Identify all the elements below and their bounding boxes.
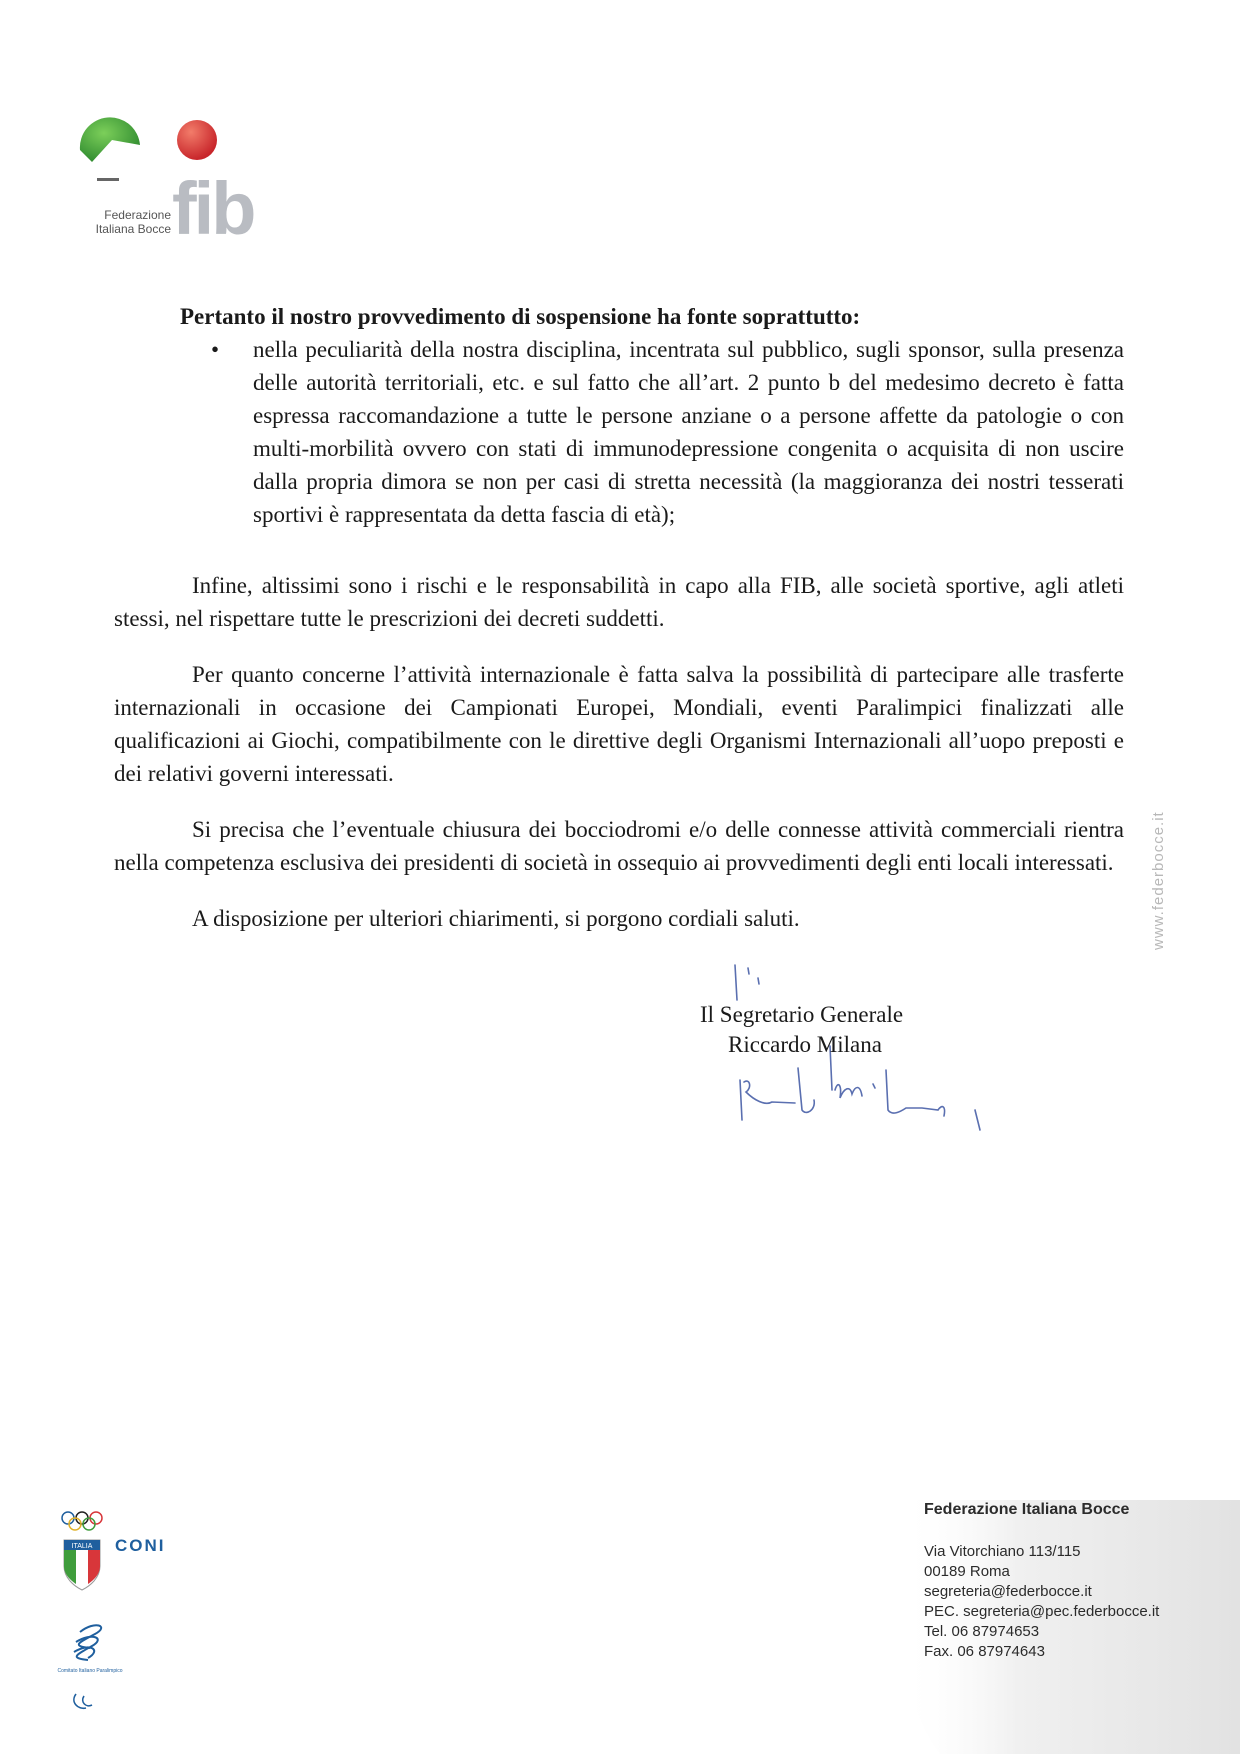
svg-text:ITALIA: ITALIA [71, 1543, 93, 1550]
address-block [924, 1500, 1159, 1662]
bullet-text: nella peculiarità della nostra disciplina, incentrata sul pubblico, sugli sponsor, sulla presenza delle autorità territoriali, etc. e sul fatto che all’art. 2 punto b del medesimo decreto è fatta espressa raccomandazione a tutte le persone anziane o a persone affette da patologie o con multi-morbilità ovvero con stati di immunodepressione congenita o acquisita di non uscire dalla propria dimora se non per casi di stretta necessità (la maggioranza dei nostri tesserati sportivi è rappresentata da detta fascia di età); [253, 337, 1124, 527]
logo-subtitle-line2: Italiana Bocce [95, 222, 171, 236]
bullet-item [211, 333, 1124, 531]
logo-subtitle-line1: Federazione [104, 208, 171, 222]
logo-wordmark: fib [172, 167, 254, 250]
red-ball-icon [177, 120, 217, 160]
address-email[interactable]: segreteria@federbocce.it [924, 1583, 1092, 1600]
side-website-watermark: www.federbocce.it [1150, 811, 1167, 950]
paragraph-closure: Si precisa che l’eventuale chiusura dei bocciodromi e/o delle connesse attività commerciali rientra nella competenza esclusiva dei presidenti di società in ossequio ai provvedimenti degli enti locali interessati. [114, 817, 1124, 875]
green-ball-icon [80, 117, 140, 162]
bullet-dot-icon: • [211, 337, 220, 362]
address-city: 00189 Roma [924, 1563, 1010, 1580]
address-street: Via Vitorchiano 113/115 [924, 1543, 1081, 1560]
address-pec[interactable]: PEC. segreteria@pec.federbocce.it [924, 1603, 1160, 1620]
org-name: Federazione Italiana Bocce [924, 1501, 1130, 1518]
paragraph-risks: Infine, altissimi sono i rischi e le responsabilità in capo alla FIB, alle società sportive, agli atleti stessi, nel rispettare tutte le prescrizioni dei decreti suddetti. [114, 573, 1124, 631]
letter-body [114, 300, 1124, 935]
coni-label: CONI [115, 1536, 166, 1555]
paralympic-logo [40, 1612, 140, 1722]
lead-sentence: Pertanto il nostro provvedimento di sospensione ha fonte soprattutto: [180, 304, 861, 329]
coni-logo [60, 1508, 180, 1618]
paralympic-label: Comitato Italiano Paralimpico [57, 1668, 123, 1674]
signatory-name: Riccardo Milana [728, 1032, 882, 1057]
paragraph-closing: A disposizione per ulteriori chiarimenti, si porgono cordiali saluti. [192, 906, 800, 931]
address-phone: Tel. 06 87974653 [924, 1623, 1040, 1640]
paragraph-international: Per quanto concerne l’attività internazionale è fatta salva la possibilità di partecipare alle trasferte internazionali in occasione dei Campionati Europei, Mondiali, eventi Paralimpici finalizzati alle qualificazioni ai Giochi, compatibilmente con le direttive degli Organismi Internazionali all’uopo preposti e dei relativi governi interessati. [114, 662, 1124, 786]
address-fax: Fax. 06 87974643 [924, 1643, 1045, 1660]
signatory-title: Il Segretario Generale [700, 1002, 904, 1027]
logo-subtitle [66, 208, 171, 236]
